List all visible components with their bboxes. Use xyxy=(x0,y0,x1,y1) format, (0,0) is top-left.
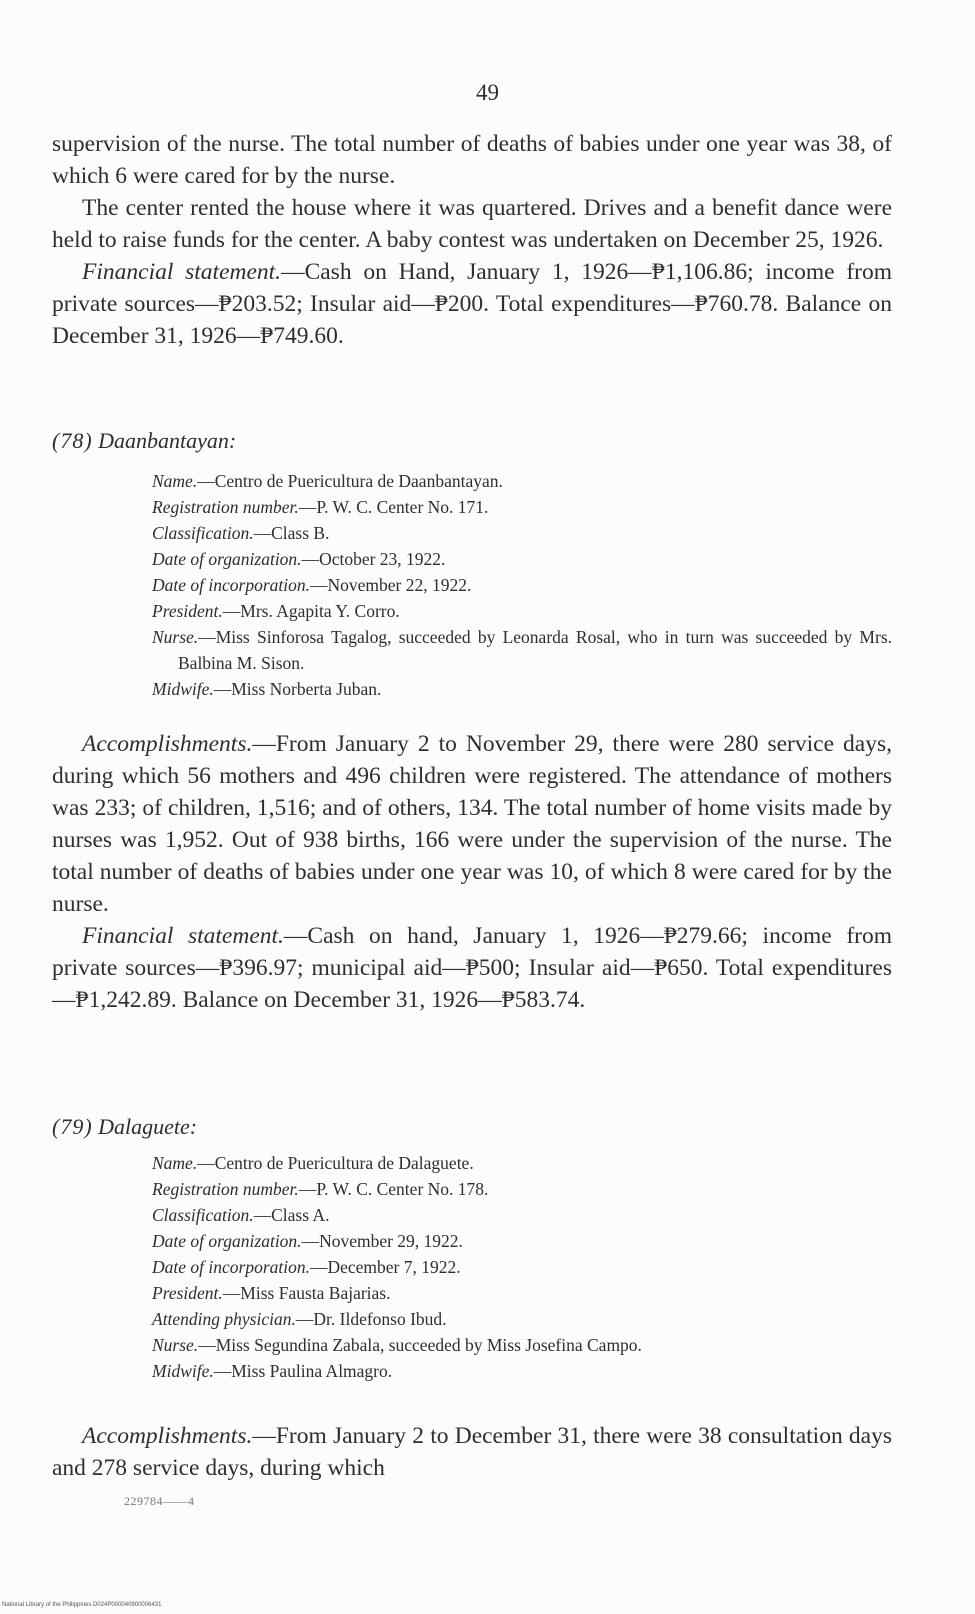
section-heading-79 xyxy=(52,1114,197,1140)
record-row-registration: Registration number.—P. W. C. Center No. 171. xyxy=(152,497,489,517)
record-block-79 xyxy=(152,1150,892,1384)
record-row-president: President.—Mrs. Agapita Y. Corro. xyxy=(152,601,400,621)
intro-text xyxy=(52,128,892,352)
intro-financial-statement xyxy=(52,256,892,352)
record-row-classification: Classification.—Class B. xyxy=(152,523,330,543)
record-row-nurse: Nurse.—Miss Segundina Zabala, succeeded by Miss Josefina Campo. xyxy=(152,1335,642,1355)
page-number: 49 xyxy=(476,80,499,105)
record-row-classification: Classification.—Class A. xyxy=(152,1205,330,1225)
record-row-name: Name.—Centro de Puericultura de Dalaguete. xyxy=(152,1153,474,1173)
record-row-nurse: Nurse.—Miss Sinforosa Tagalog, succeeded by Leonarda Rosal, who in turn was succeeded by Mrs. Balbina M. Sison. xyxy=(152,627,892,673)
section-78-text xyxy=(52,728,892,1016)
record-row-midwife: Midwife.—Miss Norberta Juban. xyxy=(152,679,382,699)
scan-credit: National Library of the Philippines D024P000040900006431 xyxy=(2,1602,162,1608)
section-heading-78 xyxy=(52,428,236,454)
section-79-text xyxy=(52,1420,892,1484)
section-number: (78) xyxy=(52,428,93,453)
record-row-physician: Attending physician.—Dr. Ildefonso Ibud. xyxy=(152,1309,447,1329)
record-row-name: Name.—Centro de Puericultura de Daanbantayan. xyxy=(152,471,503,491)
intro-paragraph-1: supervision of the nurse. The total number of deaths of babies under one year was 38, of which 6 were cared for by the nurse. xyxy=(52,131,892,189)
record-row-midwife: Midwife.—Miss Paulina Almagro. xyxy=(152,1361,393,1381)
financial-statement-label: Financial statement. xyxy=(82,259,282,285)
record-row-registration: Registration number.—P. W. C. Center No. 178. xyxy=(152,1179,489,1199)
accomplishments-paragraph: Accomplishments.—From January 2 to December 31, there were 38 consultation days and 278 service days, during which xyxy=(52,1423,892,1481)
record-row-organization-date: Date of organization.—October 23, 1922. xyxy=(152,549,446,569)
record-row-president: President.—Miss Fausta Bajarias. xyxy=(152,1283,391,1303)
accomplishments-paragraph: Accomplishments.—From January 2 to November 29, there were 280 service days, during which 56 mothers and 496 children were registered. The attendance of mothers was 233; of children, 1,516; and of others, 134. The total number of home visits made by nurses was 1,952. Out of 938 births, 166 were under the supervision of the nurse. The total number of deaths of babies under one year was 10, of which 8 were cared for by the nurse. xyxy=(52,731,892,917)
section-title: Daanbantayan: xyxy=(98,428,237,453)
financial-statement-text: —Cash on Hand, January 1, 1926—₱1,106.86; income from private sources—₱203.52; Insular aid—₱200. Total expenditures—₱760.78. Balance on December 31, 1926—₱749.60. xyxy=(52,259,892,349)
financial-statement-paragraph: Financial statement.—Cash on hand, January 1, 1926—₱279.66; income from private sources—₱396.97; municipal aid—₱500; Insular aid—₱650. Total expenditures—₱1,242.89. Balance on December 31, 1926—₱583.74. xyxy=(52,923,892,1013)
record-block-78 xyxy=(152,468,892,702)
record-row-incorporation-date: Date of incorporation.—November 22, 1922. xyxy=(152,575,472,595)
record-row-incorporation-date: Date of incorporation.—December 7, 1922. xyxy=(152,1257,461,1277)
printer-code: 229784——4 xyxy=(124,1494,195,1508)
record-row-organization-date: Date of organization.—November 29, 1922. xyxy=(152,1231,463,1251)
intro-paragraph-2: The center rented the house where it was quartered. Drives and a benefit dance were held to raise funds for the center. A baby contest was undertaken on December 25, 1926. xyxy=(52,195,892,253)
section-number: (79) xyxy=(52,1114,93,1139)
section-title: Dalaguete: xyxy=(98,1114,198,1139)
